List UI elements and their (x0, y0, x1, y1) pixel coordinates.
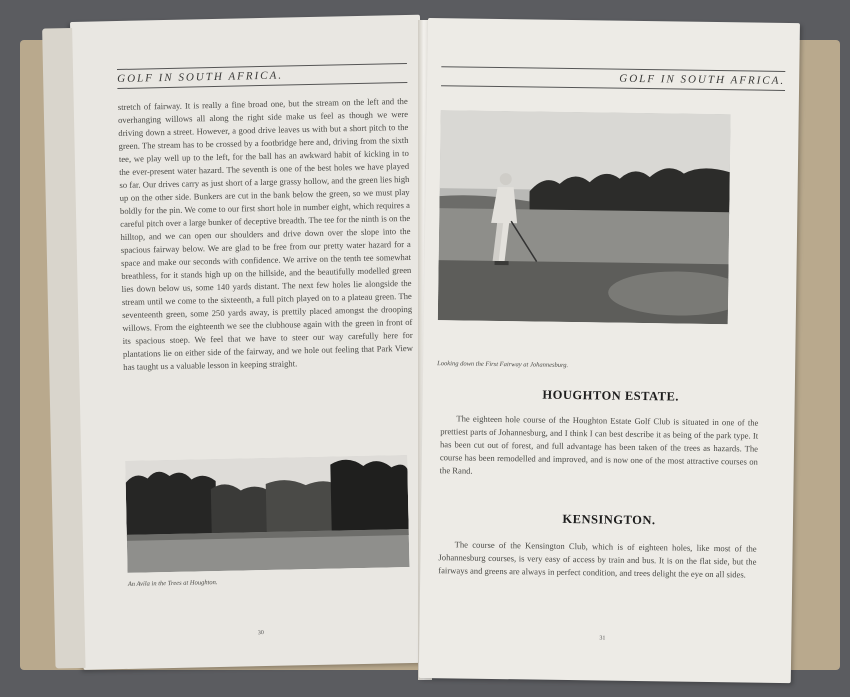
houghton-estate-paragraph: The eighteen hole course of the Houghton Estate Golf Club is situated in one of the prettiest parts of Johannesburg, and I think I can best describe it as being of the park type. It has been cut out of forest, and full advantage has been taken of the trees as hazards. The course has been remodelled and improved, and is now one of the most attractive courses on the Rand. (439, 413, 759, 476)
kensington-heading: KENSINGTON. (562, 511, 656, 528)
golfer-photo-image (438, 110, 731, 324)
houghton-estate-text (440, 412, 759, 481)
right-page (419, 18, 800, 683)
left-photo-caption: An Avila in the Trees at Houghton. (127, 579, 218, 588)
kensington-paragraph: The course of the Kensington Club, which is of eighteen holes, like most of the Johannesburg courses, is very easy of access by train and bus. It is on the flat side, but the fairways and greens are always in perfect condition, and trees delight the eye on all sides. (438, 539, 757, 580)
trees-photo-image (125, 455, 409, 573)
right-photo-caption: Looking down the First Fairway at Johannesburg. (437, 360, 569, 369)
right-page-number: 31 (599, 635, 606, 642)
trees-photo (125, 455, 409, 573)
kensington-text (438, 538, 757, 581)
houghton-estate-heading: HOUGHTON ESTATE. (542, 387, 680, 404)
left-page (70, 15, 433, 670)
left-body-text: stretch of fairway. It is really a fine broad one, but the stream on the left and the overhanging willows all along the right side make us feel as though we were driving down a street. However, a good drive leaves us with but a short pitch to the green. The stream has to be crossed by a footbridge here and, driving from the sixth tee, we play well up to the left, for the ball has an awkward habit of kicking in to the ever-present water hazard. The seventh is one of the best holes we have played so far. Our drives carry as just short of a large grassy hollow, and the green lies high up on the other side. Bunkers are cut in the bank below the green, so we must play boldly for the pin. We come to our first short hole in number eight, which requires a careful pitch over a large bunker of deceptive breadth. The tee for the ninth is on the hilltop, and we can open our shoulders and drive down over the slope into the spacious fairway below. We are glad to be free from our pretty water hazard for a space and make our seconds with confidence. We arrive on the tenth tee somewhat breathless, for it stands high up on the hillside, and the beautifully modelled green lies down below us, some 140 yards distant. The next few holes lie alongside the stream until we come to the sixteenth, a full pitch played on to a plateau green. The seventeenth green, some 250 yards away, is prettily placed amongst the drooping willows. From the eighteenth we see the clubhouse again with the green in front of its spacious stoep. We feel that we have to steer our way carefully here for plantations lie on either side of the fairway, and we hole out feeling that Park View has taught us a valuable lesson in keeping straight. (117, 95, 414, 372)
left-page-number: 30 (257, 630, 264, 637)
left-running-head: GOLF IN SOUTH AFRICA. (117, 63, 407, 89)
golfer-photo (438, 110, 731, 324)
right-running-head: GOLF IN SOUTH AFRICA. (441, 66, 785, 91)
